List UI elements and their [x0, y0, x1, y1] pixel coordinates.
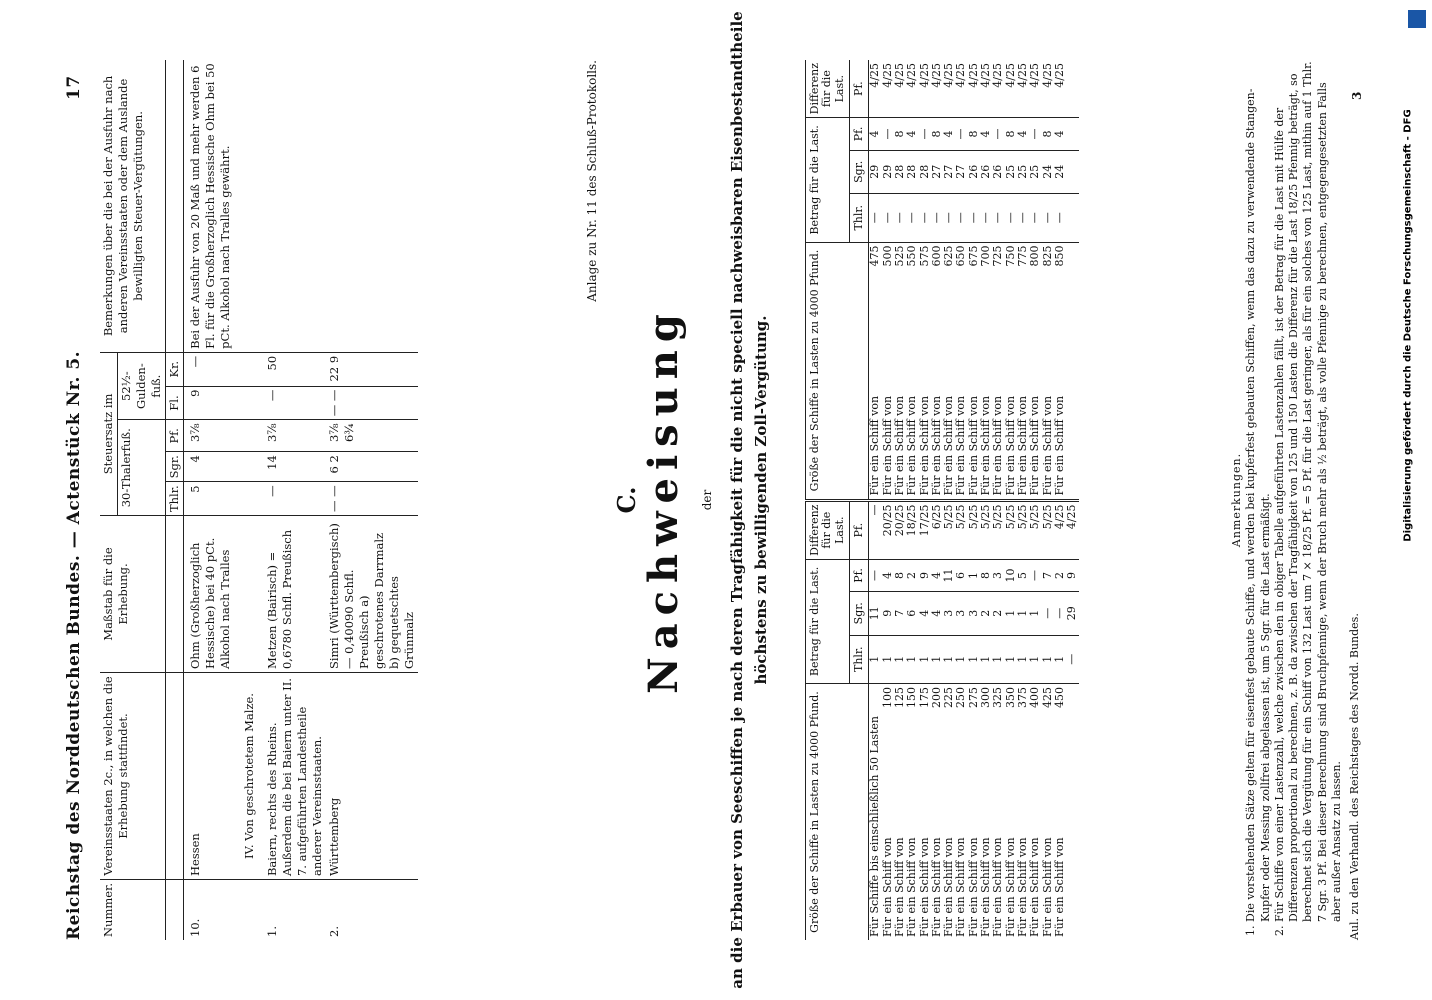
amount-p: 4: [869, 118, 882, 150]
table-row: [919, 60, 931, 940]
diff-value: 5/25: [980, 500, 992, 559]
row-prefix: Für ein Schiff von: [1003, 837, 1017, 937]
row-prefix: Für ein Schiff von: [892, 837, 906, 937]
amount-p: 4: [882, 559, 894, 591]
size-value: 325: [991, 687, 1005, 708]
amount-s: 29: [882, 150, 894, 193]
row-prefix: Für ein Schiff von: [880, 395, 894, 496]
amount-s: [1066, 150, 1078, 193]
diff-value: 4/25: [894, 60, 906, 118]
diff-value: 6/25: [931, 500, 943, 559]
amount-s: 25: [1017, 150, 1029, 193]
size-value: 375: [1016, 687, 1029, 708]
amount-s: 26: [968, 150, 980, 193]
amount-s: 27: [943, 150, 955, 193]
size-value: 775: [1016, 245, 1029, 267]
row-prefix: Für ein Schiff von: [979, 837, 993, 937]
amount-p: 11: [943, 559, 955, 591]
page-number: 17: [64, 75, 84, 100]
diff-value: 4/25: [869, 60, 882, 118]
amount-p: 3: [992, 559, 1004, 591]
table-row: [955, 60, 967, 940]
amount-s: 7: [894, 592, 906, 635]
row-prefix: Für ein Schiff von: [991, 837, 1005, 937]
amount-p: 8: [894, 559, 906, 591]
section-title: IV. Von geschrotetem Malze.: [234, 673, 265, 880]
row-prefix: Für ein Schiff von: [917, 837, 931, 937]
row-prefix: Für ein Schiff von: [979, 395, 993, 496]
amount-s: 6: [906, 592, 918, 635]
diff-value: 4/25: [1005, 60, 1017, 118]
note-2: 2. Für Schiffe von einer Lastenzahl, welche zwischen den in obiger Tabelle aufgeführten Lastenzahlen fällt, ist der Betrag für die Last mit Hülfe der Differenzen proportional zu berechnen, z. B. da zwischen der Tragfähigkeit von 125 und 150 Lasten die Differenz für die Last 18/25 Pfennig beträgt, so berechnet sich die Vergütung für ein Schiff von 132 Last um 7 × 18/25 Pf. = 5 Pf. für die Last geringer, als für ein solches von 125 Last, mithin auf 1 Thlr. 7 Sgr. 3 Pf. Bei dieser Berechnung sind Bruchpfennige, wenn der Bruch mehr als ½ beträgt, als volle Pfennige zu berechnen, entgegengesetzten Falls aber außer Ansatz zu lassen.: [1273, 60, 1344, 922]
amount-t: 1: [894, 635, 906, 683]
heading-title: Nachweisung: [640, 306, 687, 694]
amount-t: 1: [968, 635, 980, 683]
amount-p: —: [1029, 559, 1041, 591]
heading-sub2: höchstens zu bewilligenden Zoll-Vergütung.: [752, 315, 770, 685]
amount-t: —: [992, 194, 1004, 242]
amount-s: 1: [1029, 592, 1041, 635]
amount-t: 1: [1005, 635, 1017, 683]
row-prefix: Für ein Schiff von: [1016, 395, 1029, 496]
dfg-credit: [1402, 10, 1426, 610]
table-row: 2. Württemberg Simri (Württembergisch) — 0,40090 Schfl. Preußisch a) geschrotenes Darrmalz b) gequetschtes Grünmalz — — 6 2 3⅞ 6¾ — — 22 9: [326, 60, 418, 940]
amount-p: 8: [1005, 118, 1017, 150]
table-row: [869, 60, 882, 940]
col-amount-left: Betrag für die Last.: [806, 559, 850, 683]
amount-t: 1: [1017, 635, 1029, 683]
amount-s: 11: [869, 592, 882, 635]
amount-t: —: [1029, 194, 1041, 242]
amount-p: —: [955, 118, 967, 150]
col-number: Nummer.: [100, 880, 165, 940]
diff-value: 5/25: [955, 500, 967, 559]
diff-value: 5/25: [992, 500, 1004, 559]
anlage-note: Anlage zu Nr. 11 des Schluß-Protokolls.: [585, 60, 599, 302]
diff-value: 4/25: [1066, 500, 1078, 559]
table-row: 10. Hessen Ohm (Großherzoglich Hessische) bei 40 pCt. Alkohol nach Tralles 5 4 3⅞ 9 — Bei der Ausfuhr von 20 Maß und mehr werden 6 Fl. für die Großherzoglich Hessische Ohm bei 50 pCt. Alkohol nach Tralles gewährt.: [183, 60, 233, 940]
col-remarks: Bemerkungen über die bei der Ausfuhr nach anderen Vereinsstaaten oder dem Auslande bewilligten Steuer-Vergütungen.: [100, 60, 165, 352]
amount-t: 1: [1029, 635, 1041, 683]
heading-der: der: [700, 489, 714, 511]
diff-value: 17/25: [919, 500, 931, 559]
row-prefix: Für ein Schiff von: [966, 395, 980, 496]
amount-s: 28: [906, 150, 918, 193]
table-row: [968, 60, 980, 940]
amount-p: 9: [919, 559, 931, 591]
row-prefix: Für ein Schiff von: [868, 395, 882, 496]
amount-p: —: [992, 118, 1004, 150]
row-prefix: Für ein Schiff von: [1028, 395, 1042, 496]
row-prefix: Für ein Schiff von: [942, 837, 956, 937]
notes-footer: Aul. zu den Verhandl. des Reichstages des Nordd. Bundes.: [1348, 613, 1362, 940]
size-value: 275: [966, 687, 980, 708]
amount-t: 1: [919, 635, 931, 683]
table-row: [943, 60, 955, 940]
col-size-right: Größe der Schiffe in Lasten zu 4000 Pfund.: [806, 242, 869, 500]
amount-s: 2: [992, 592, 1004, 635]
amount-t: 1: [931, 635, 943, 683]
diff-value: 4/25: [882, 60, 894, 118]
amount-t: [1066, 194, 1078, 242]
amount-p: —: [1029, 118, 1041, 150]
diff-value: 5/25: [1029, 500, 1041, 559]
table-row: [1054, 60, 1066, 940]
size-value: 200: [929, 687, 943, 708]
notes-title: Anmerkungen.: [1230, 452, 1243, 548]
diff-value: 20/25: [894, 500, 906, 559]
note-1: 1. Die vorstehenden Sätze gelten für eisenfest gebaute Schiffe, und werden bei kupferfest gebauten Schiffen, wenn das dazu zu verwendende Stangen-Kupfer oder Messing zollfrei abgelassen ist, um 5 Sgr. für die Last ermäßigt.: [1244, 60, 1273, 922]
diff-value: 4/25: [919, 60, 931, 118]
diff-value: 5/25: [1017, 500, 1029, 559]
amount-p: 6: [955, 559, 967, 591]
amount-t: 1: [906, 635, 918, 683]
diff-value: 4/25: [943, 60, 955, 118]
table-row: [1029, 60, 1041, 940]
heading-letter: C.: [612, 486, 641, 514]
size-value: 525: [892, 245, 906, 267]
amount-p: 8: [894, 118, 906, 150]
amount-s: 25: [1029, 150, 1041, 193]
table-row: [931, 60, 943, 940]
size-value: 425: [1040, 687, 1054, 708]
amount-t: —: [869, 194, 882, 242]
amount-s: 3: [968, 592, 980, 635]
col-states: Vereinsstaaten 2c., in welchen die Erhebung stattfindet.: [100, 673, 165, 880]
diff-value: 18/25: [906, 500, 918, 559]
diff-value: 4/25: [1029, 60, 1041, 118]
amount-s: 28: [894, 150, 906, 193]
amount-p: 5: [1017, 559, 1029, 591]
amount-s: 2: [980, 592, 992, 635]
amount-p: 8: [1042, 118, 1054, 150]
diff-value: 4/25: [1054, 60, 1066, 118]
row-prefix: Für ein Schiff von: [1016, 837, 1029, 937]
amount-t: —: [943, 194, 955, 242]
diff-value: —: [869, 500, 882, 559]
diff-value: [1066, 60, 1078, 118]
diff-value: 20/25: [882, 500, 894, 559]
col-amount-right: Betrag für die Last.: [806, 118, 850, 242]
table-row: [1005, 60, 1017, 940]
col-gulden: 52½-Gulden-fuß.: [117, 352, 165, 420]
size-label-right: [1054, 242, 1066, 500]
row-prefix: Für ein Schiff von: [991, 395, 1005, 496]
amount-p: 7: [1042, 559, 1054, 591]
amount-p: —: [882, 118, 894, 150]
row-prefix: Für ein Schiff von: [1040, 395, 1054, 496]
diff-value: 4/25: [992, 60, 1004, 118]
running-header: Reichstag des Norddeutschen Bundes. — Actenstück Nr. 5.: [64, 350, 84, 940]
size-value: 650: [954, 245, 968, 267]
refund-table: Größe der Schiffe in Lasten zu 4000 Pfund. Betrag für die Last. Differenz für die Last. Größe der Schiffe in Lasten zu 4000 Pfund. Betrag für die Last. Differenz für die Last. Thlr. Sgr. Pf. Pf. Thlr. Sgr. Pf. Pf. Für Schiffe bis einschließlich 50 Lasten 1 11 — — Für ein Schiff von 475 — 29 4 4/25 Für ein Schiff von 100 1 9 4 20/25 Für ein Schiff von 500 — 29 — 4/25 Für ein Schiff von 125 1 7 8 20/25 Für ein Schiff von 525 — 28 8 4/25 Für ein Schiff von 150 1 6 2 18/25 Für ein Schiff von 550 — 28 4 4/25 Für ein Schiff von 175 1 4 9 17/25 Für ein Schiff von 575 — 28 — 4/25 Für ein Schiff von 200 1 4 4 6/25 Für ein Schiff von 600 — 27 8 4/25 Für ein Schiff von 225 1 3 11 5/25 Für ein Schiff von 625 — 27 4 4/25 Für ein Schiff von 250 1 3 6 5/25 Für ein Schiff von 650 — 27 — 4/25 Für ein Schiff von 275 1 3 1 5/25 Für ein Schiff von 675 — 26 8 4/25 Für ein Schiff von 300 1 2 8 5/25 Für ein Schiff von 700 — 26 4 4/25 Für ein Schiff von 325 1 2 3 5/25 Für ein Schiff von 725 — 26 — 4/25 Für ein Schiff von 350 1 1 10 5/25 Für ein Schiff von 750 — 25 8 4/25 Für ein Schiff von 375 1 1 5 5/25 Für ein Schiff von 775 — 25 4 4/25 Für ein Schiff von 400 1 1 — 5/25 Für ein Schiff von 800 — 25 — 4/25 Für ein Schiff von 425 1 — 7 5/25 Für ein Schiff von 825 — 24 8 4/25 Für ein Schiff von 450 1 — 2 4/25 Für ein Schiff von 850 — 24 4 4/25 — 29 9 4/25: [805, 60, 1079, 940]
size-value: 500: [880, 245, 894, 267]
diff-value: 5/25: [943, 500, 955, 559]
size-value: 250: [954, 687, 968, 708]
amount-t: 1: [943, 635, 955, 683]
row-prefix: Für ein Schiff von: [1052, 395, 1066, 496]
table-row: 1. Baiern, rechts des Rheins. Außerdem die bei Baiern unter II. 7. aufgeführten Landestheile anderer Vereinsstaaten. Metzen (Bairisch) = 0,6780 Schfl. Preußisch — 14 3⅞ — 50: [264, 60, 326, 940]
heading-sub1: an die Erbauer von Seeschiffen je nach deren Tragfähigkeit für die nicht speciell nachweisbaren Eisenbestandtheile: [728, 11, 746, 989]
amount-t: 1: [1042, 635, 1054, 683]
amount-p: 2: [1054, 559, 1066, 591]
amount-t: —: [1017, 194, 1029, 242]
amount-t: —: [968, 194, 980, 242]
amount-s: 1: [1005, 592, 1017, 635]
unit-sgr: Sgr.: [165, 452, 183, 482]
amount-s: 9: [882, 592, 894, 635]
diff-value: 5/25: [968, 500, 980, 559]
size-value: 575: [917, 245, 931, 267]
row-prefix: Für ein Schiff von: [892, 395, 906, 496]
amount-s: —: [1042, 592, 1054, 635]
amount-t: —: [894, 194, 906, 242]
table-row: [980, 60, 992, 940]
row-prefix: Für ein Schiff von: [929, 837, 943, 937]
amount-t: —: [955, 194, 967, 242]
amount-s: 29: [1066, 592, 1078, 635]
diff-value: 4/25: [1017, 60, 1029, 118]
diff-value: 4/25: [968, 60, 980, 118]
amount-s: 24: [1042, 150, 1054, 193]
size-value: 550: [905, 245, 919, 267]
amount-s: 27: [931, 150, 943, 193]
amount-s: 1: [1017, 592, 1029, 635]
dfg-text: Digitalisierung gefördert durch die Deutsche Forschungsgemeinschaft - DFG: [1402, 109, 1414, 542]
unit-fl: Fl.: [165, 386, 183, 420]
size-value: 725: [991, 245, 1005, 267]
col-diff-left: Differenz für die Last.: [806, 500, 850, 559]
size-value: 225: [942, 687, 956, 708]
amount-s: 4: [931, 592, 943, 635]
row-prefix: Für ein Schiff von: [1040, 837, 1054, 937]
signature-mark: 3: [1350, 91, 1364, 100]
size-value: 600: [929, 245, 943, 267]
diff-value: 4/25: [931, 60, 943, 118]
amount-s: 3: [955, 592, 967, 635]
unit-pf: Pf.: [165, 420, 183, 452]
notes: [1230, 60, 1363, 940]
amount-s: 25: [1005, 150, 1017, 193]
size-value: 625: [942, 245, 956, 267]
amount-p: —: [919, 118, 931, 150]
table-row: [894, 60, 906, 940]
size-value: 750: [1003, 245, 1017, 267]
table-row: [992, 60, 1004, 940]
amount-p: 2: [906, 559, 918, 591]
size-value: 300: [979, 687, 993, 708]
amount-t: 1: [882, 635, 894, 683]
amount-s: 26: [992, 150, 1004, 193]
diff-value: 4/25: [1042, 60, 1054, 118]
size-value: 475: [868, 245, 882, 267]
amount-t: 1: [869, 635, 882, 683]
amount-t: —: [882, 194, 894, 242]
row-prefix: Für ein Schiff von: [880, 837, 894, 937]
amount-p: 4: [1017, 118, 1029, 150]
table-row: [1066, 60, 1078, 940]
table-row: [1042, 60, 1054, 940]
amount-t: —: [980, 194, 992, 242]
size-value: 125: [892, 687, 906, 708]
diff-value: 5/25: [1005, 500, 1017, 559]
amount-p: 4: [1054, 118, 1066, 150]
size-value: 100: [880, 687, 894, 708]
row-prefix: Für ein Schiff von: [1028, 837, 1042, 937]
amount-s: 27: [955, 150, 967, 193]
diff-value: 4/25: [1054, 500, 1066, 559]
col-measure: Maßstab für die Erhebung.: [100, 516, 165, 673]
amount-t: 1: [1054, 635, 1066, 683]
row-prefix: Für ein Schiff von: [954, 395, 968, 496]
row-prefix: Für ein Schiff von: [929, 395, 943, 496]
amount-p: —: [869, 559, 882, 591]
amount-p: 8: [968, 118, 980, 150]
amount-s: 4: [919, 592, 931, 635]
section-row: [234, 60, 265, 940]
table-row: [1017, 60, 1029, 940]
amount-s: 24: [1054, 150, 1066, 193]
amount-p: 9: [1066, 559, 1078, 591]
table-row: [882, 60, 894, 940]
size-value: 675: [966, 245, 980, 267]
row-prefix: Für ein Schiff von: [917, 395, 931, 496]
amount-s: 29: [869, 150, 882, 193]
amount-p: 4: [931, 559, 943, 591]
amount-t: 1: [992, 635, 1004, 683]
amount-t: 1: [980, 635, 992, 683]
size-value: 150: [905, 687, 919, 708]
row-prefix: Für ein Schiff von: [1052, 837, 1066, 937]
amount-t: 1: [955, 635, 967, 683]
amount-p: 10: [1005, 559, 1017, 591]
amount-p: 4: [980, 118, 992, 150]
amount-p: 8: [931, 118, 943, 150]
unit-kr: Kr.: [165, 352, 183, 386]
amount-t: —: [906, 194, 918, 242]
col-tax: Steuersatz im: [100, 352, 117, 515]
size-label-left: Für Schiffe bis einschließlich 50 Lasten: [868, 716, 882, 937]
amount-p: 4: [943, 118, 955, 150]
size-value: 400: [1028, 687, 1042, 708]
amount-t: —: [1005, 194, 1017, 242]
row-prefix: Für ein Schiff von: [905, 837, 919, 937]
col-diff-right: Differenz für die Last.: [806, 60, 850, 118]
size-value: 350: [1003, 687, 1017, 708]
row-prefix: Für ein Schiff von: [954, 837, 968, 937]
amount-s: 28: [919, 150, 931, 193]
size-label-right: [1066, 242, 1078, 500]
amount-t: —: [1066, 635, 1078, 683]
size-value: 175: [917, 687, 931, 708]
diff-value: 4/25: [906, 60, 918, 118]
size-value: 800: [1028, 245, 1042, 267]
dfg-logo-icon: [1408, 10, 1426, 28]
row-prefix: Für ein Schiff von: [1003, 395, 1017, 496]
diff-value: 4/25: [980, 60, 992, 118]
amount-s: 3: [943, 592, 955, 635]
col-size-left: Größe der Schiffe in Lasten zu 4000 Pfund.: [806, 684, 869, 941]
amount-t: —: [1042, 194, 1054, 242]
unit-thlr: Thlr.: [165, 482, 183, 516]
amount-t: —: [919, 194, 931, 242]
col-thaler: 30-Thalerfuß.: [117, 420, 165, 516]
amount-p: 8: [980, 559, 992, 591]
row-prefix: Für ein Schiff von: [942, 395, 956, 496]
size-value: 850: [1052, 245, 1066, 267]
tax-table: [100, 60, 418, 940]
row-prefix: Für ein Schiff von: [905, 395, 919, 496]
amount-p: 1: [968, 559, 980, 591]
diff-value: 4/25: [955, 60, 967, 118]
amount-s: —: [1054, 592, 1066, 635]
amount-p: [1066, 118, 1078, 150]
diff-value: 5/25: [1042, 500, 1054, 559]
row-prefix: Für ein Schiff von: [966, 837, 980, 937]
size-value: 825: [1040, 245, 1054, 267]
size-value: 450: [1052, 687, 1066, 708]
size-label-left: [1054, 684, 1066, 941]
size-value: 700: [979, 245, 993, 267]
amount-p: 4: [906, 118, 918, 150]
amount-t: —: [931, 194, 943, 242]
amount-t: —: [1054, 194, 1066, 242]
table-row: [906, 60, 918, 940]
amount-s: 26: [980, 150, 992, 193]
size-label-left: [1066, 684, 1078, 941]
